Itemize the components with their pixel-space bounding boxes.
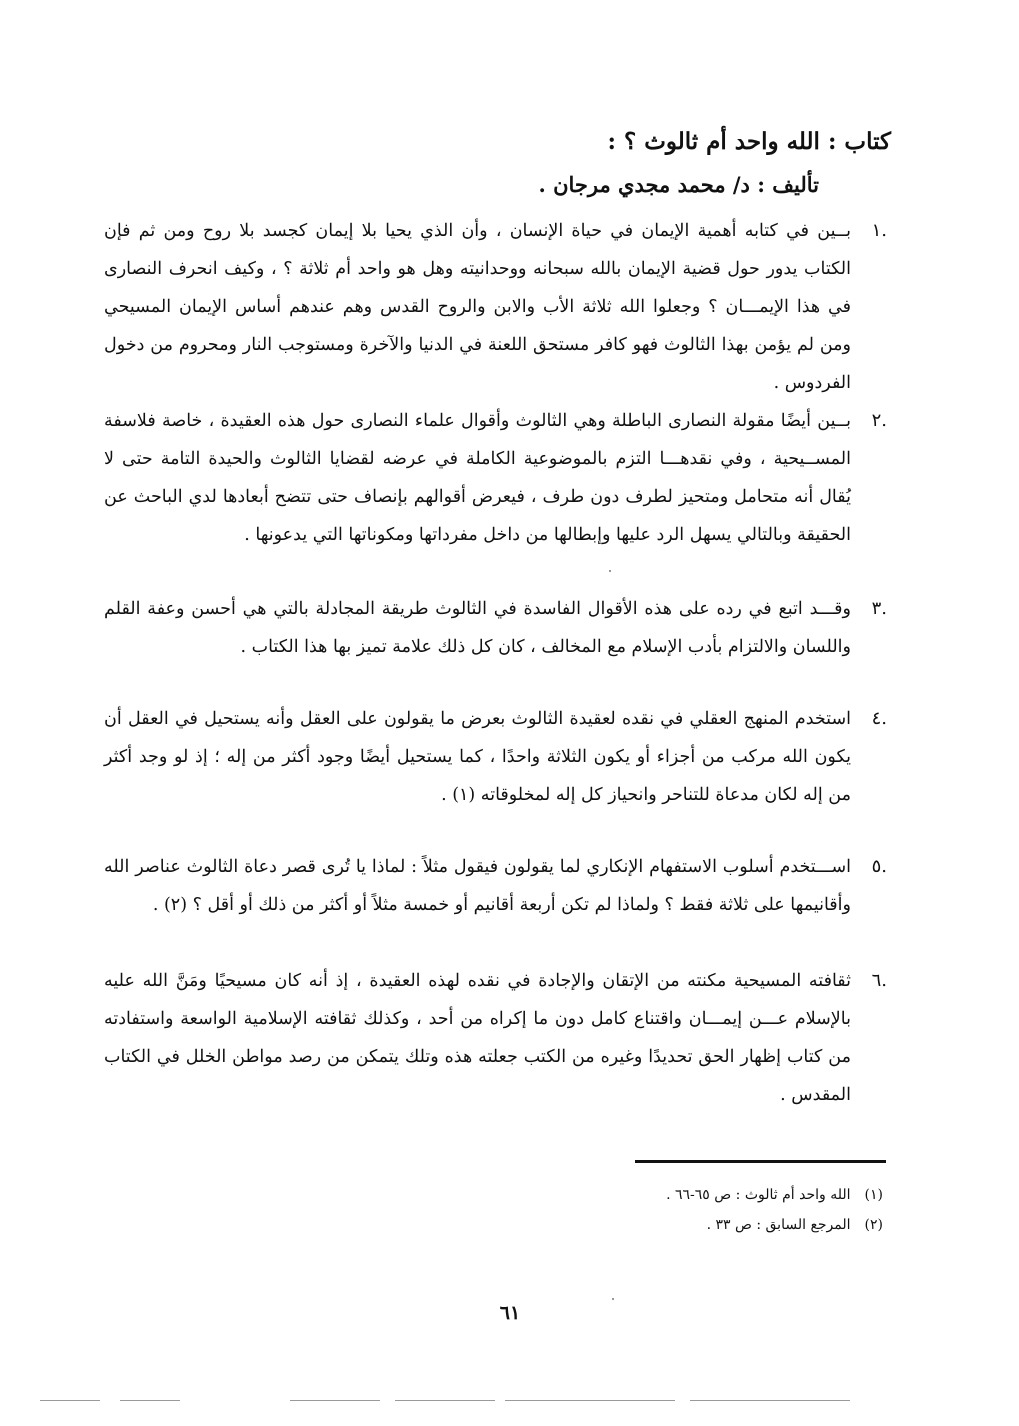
scan-artifact-line: [505, 1400, 675, 1401]
list-item-number: .٦: [871, 970, 887, 991]
footnote-text: الله واحد أم ثالوث : ص ٦٥-٦٦ .: [666, 1187, 851, 1203]
footnote: [666, 1210, 883, 1240]
list-item-number: .٤: [871, 708, 887, 729]
footnote: [666, 1180, 883, 1210]
list-item-number: .١: [871, 220, 887, 241]
scan-artifact-line: [120, 1400, 180, 1401]
list-item-number: .٣: [871, 598, 887, 619]
page-number: ٦١: [499, 1302, 521, 1324]
list-item: [104, 700, 887, 814]
list-item-text: استخدم المنهج العقلي في نقده لعقيدة الثالوث بعرض ما يقولون على العقل وأنه يستحيل في العقل أن يكون الله مركب من أجزاء أو يكون الثلاثة واحدًا ، كما يستحيل أيضًا وجود أكثر من إله ؛ إذ لو وجد أكثر من إله لكان مدعاة للتناحر وانحياز كل إله لمخلوقاته (١) .: [104, 709, 851, 805]
list-item: [104, 962, 887, 1114]
list-item-number: .٢: [871, 410, 887, 431]
footnotes: [666, 1180, 883, 1240]
footnote-text: المرجع السابق : ص ٣٣ .: [706, 1217, 851, 1233]
scan-artifact-line: [290, 1400, 380, 1401]
scan-artifact-line: [40, 1400, 100, 1401]
book-title: كتاب : الله واحد أم ثالوث ؟ :: [607, 128, 891, 155]
list-item: [104, 590, 887, 666]
list-item-text: بــين في كتابه أهمية الإيمان في حياة الإنسان ، وأن الذي يحيا بلا إيمان كجسد بلا روح ومن ثم فإن الكتاب يدور حول قضية الإيمان بالله سبحانه ووحدانيته وهل هو واحد أم ثلاثة ؟ ، وكيف انحرف النصارى في هذا الإيمـــان ؟ وجعلوا الله ثلاثة الأب والابن والروح القدس وهم عندهم أساس الإيمان المسيحي ومن لم يؤمن بهذا الثالوث فهو كافر مستحق اللعنة في الدنيا والآخرة ومستوجب النار ومحروم من دخول الفردوس .: [104, 221, 851, 393]
book-author: تأليف : د/ محمد مجدي مرجان .: [538, 172, 819, 197]
list-item-number: .٥: [871, 856, 887, 877]
scan-speck: [609, 570, 611, 572]
list-item-text: اســـتخدم أسلوب الاستفهام الإنكاري لما يقولون فيقول مثلاً : لماذا يا تُرى قصر دعاة الثالوث عناصر الله وأقانيمها على ثلاثة فقط ؟ ولماذا لم تكن أربعة أقانيم أو خمسة مثلاً أو أكثر من ذلك أو أقل ؟ (٢) .: [104, 857, 851, 915]
footnote-marker: (١): [864, 1187, 883, 1203]
footnote-divider: [635, 1160, 886, 1163]
scan-speck: [612, 1298, 614, 1300]
list-item: [104, 848, 887, 924]
scan-artifact-line: [690, 1400, 850, 1401]
list-item: [104, 212, 887, 402]
scan-artifact-line: [395, 1400, 495, 1401]
footnote-marker: (٢): [864, 1217, 883, 1233]
list-item-text: ثقافته المسيحية مكنته من الإتقان والإجادة في نقده لهذه العقيدة ، إذ أنه كان مسيحيًا ومَنَّ الله عليه بالإسلام عـــن إيمـــان واقتناع كامل دون ما إكراه من أحد ، وكذلك ثقافته الإسلامية الواسعة واستفادته من كتاب إظهار الحق تحديدًا وغيره من الكتب جعلته هذه وتلك يتمكن من رصد مواطن الخلل في الكتاب المقدس .: [104, 971, 851, 1105]
list-item-text: بــين أيضًا مقولة النصارى الباطلة وهي الثالوث وأقوال علماء النصارى حول هذه العقيدة ، خاصة فلاسفة المســيحية ، وفي نقدهـــا التزم بالموضوعية الكاملة في عرضه لقضايا الثالوث والحيدة التامة حتى لا يُقال أنه متحامل ومتحيز لطرف دون طرف ، فيعرض أقوالهم بإنصاف حتى تتضح أبعادها لدي الباحث عن الحقيقة وبالتالي يسهل الرد عليها وإبطالها من داخل مفرداتها ومكوناتها التي يدعونها .: [104, 411, 851, 545]
list-item-text: وقـــد اتبع في رده على هذه الأقوال الفاسدة في الثالوث طريقة المجادلة بالتي هي أحسن وعفة القلم واللسان والالتزام بأدب الإسلام مع المخالف ، كان كل ذلك علامة تميز بها هذا الكتاب .: [104, 599, 851, 657]
list-item: [104, 402, 887, 554]
